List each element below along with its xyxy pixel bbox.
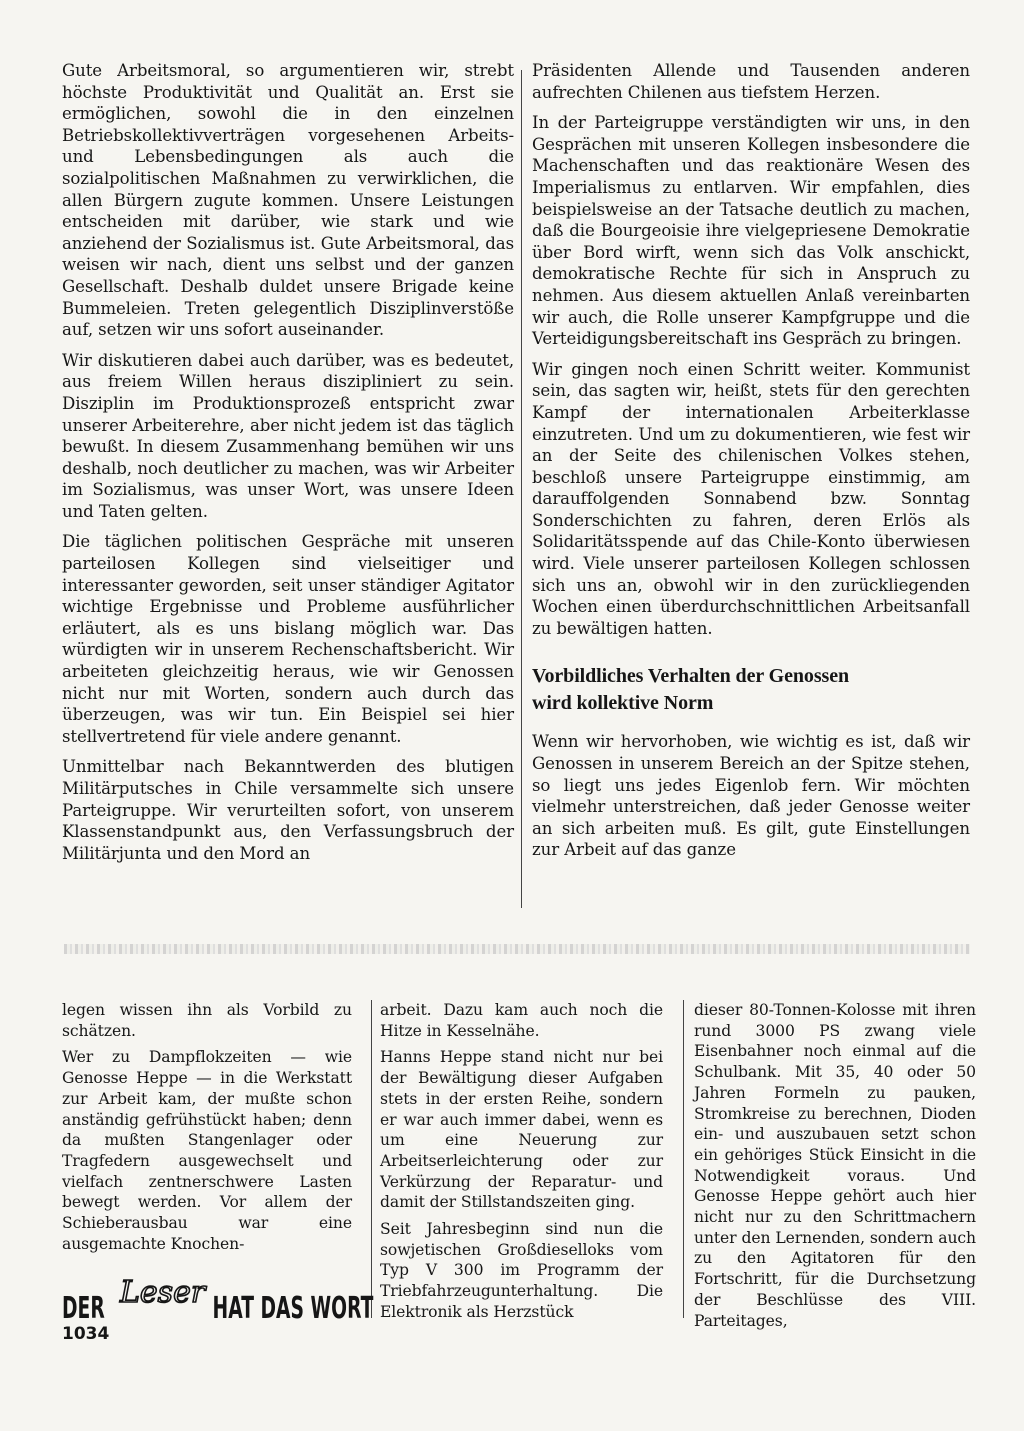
logo-word-der: DER xyxy=(62,1290,105,1326)
column-bottom-2 xyxy=(380,1000,663,1329)
paragraph: Gute Arbeitsmoral, so argumentieren wir, strebt höchste Produktivität und Qualität an. Erst sie ermöglichen, sowohl die in den einzelnen Betriebskollektivverträgen vorgesehenen Arbeits- und Lebensbedingungen als auch die sozialpolitischen Maßnahmen zu verwirklichen, die allen Bürgern zugute kommen. Unsere Leistungen entscheiden mit darüber, wie stark und wie anziehend der Sozialismus ist. Gute Arbeitsmoral, das weisen wir nach, dient uns selbst und der ganzen Gesellschaft. Deshalb duldet unsere Brigade keine Bummeleien. Treten gelegentlich Disziplinverstöße auf, setzen wir uns sofort auseinander. xyxy=(62,61,514,340)
paragraph: Wenn wir hervorhoben, wie wichtig es ist, daß wir Genossen in unserem Bereich an der Spitze stehen, so liegt uns jedes Eigenlob fern. Wir möchten vielmehr unterstreichen, daß jeder Genosse weiter an sich arbeiten muß. Es gilt, gute Einstellungen zur Arbeit auf das ganze xyxy=(532,732,970,860)
section-heading-line: wird kollektive Norm xyxy=(532,692,714,715)
paragraph: Wer zu Dampflokzeiten — wie Genosse Heppe — in die Werkstatt zur Arbeit kam, der mußte schon anständig gefrühstückt haben; denn da mußten Stangenlager oder Tragfedern ausgewechselt und vielfach zentnerschwere Lasten bewegt werden. Vor allem der Schieberausbau war eine ausgemachte Knochen- xyxy=(62,1048,352,1253)
paragraph: Unmittelbar nach Bekanntwerden des blutigen Militärputsches in Chile versammelte sich unsere Parteigruppe. Wir verurteilten sofort, von unserem Klassenstandpunkt aus, den Verfassungsbruch der Militärjunta und den Mord an xyxy=(62,757,514,863)
paragraph: Wir diskutieren dabei auch darüber, was es bedeutet, aus freiem Willen heraus diszipliniert zu sein. Disziplin im Produktionsprozeß entspricht zwar unserer Arbeiterehre, aber nicht jedem ist das täglich bewußt. In diesem Zusammenhang bemühen wir uns deshalb, noch deutlicher zu machen, was wir Arbeiter im Sozialismus, was unser Wort, was unsere Ideen und Taten gelten. xyxy=(62,350,514,521)
column-divider xyxy=(683,1000,684,1318)
paragraph: Wir gingen noch einen Schritt weiter. Kommunist sein, das sagten wir, heißt, stets für den gerechten Kampf der internationalen Arbeiterklasse einzutreten. Und um zu dokumentieren, wie fest wir an der Seite des chilenischen Volkes stehen, beschloß unsere Parteigruppe einstimmig, am darauffolgenden Sonnabend bzw. Sonntag Sonderschichten zu fahren, deren Erlös als Solidaritätsspende auf das Chile-Konto überwiesen wird. Viele unserer parteilosen Kollegen schlossen sich uns an, obwohl wir in den zurückliegenden Wochen einen überdurchschnittlichen Arbeitsanfall zu bewältigen hatten. xyxy=(532,359,970,638)
column-divider xyxy=(371,1000,372,1318)
column-bottom-1 xyxy=(62,1000,352,1260)
paragraph: dieser 80-Tonnen-Kolosse mit ihren rund 3000 PS zwang viele Eisenbahner noch einmal auf die Schulbank. Mit 35, 40 oder 50 Jahren Formeln zu pauken, Stromkreise zu berechnen, Dioden ein- und auszubauen setzt schon ein gehöriges Stück Einsicht in die Notwendigkeit voraus. Und Genosse Heppe gehört auch hier nicht nur zu den Schrittmachern unter den Lernenden, sondern auch zu den Agitatoren für den Fortschritt, für die Durchsetzung der Beschlüsse des VIII. Parteitages, xyxy=(694,1001,976,1330)
section-heading-line: Vorbildliches Verhalten der Genossen xyxy=(532,665,849,688)
paragraph: Die täglichen politischen Gespräche mit unseren parteilosen Kollegen sind vielseitiger und interessanter geworden, seit unser ständiger Agitator wichtige Ergebnisse und Probleme ausführlicher erläutert, als es uns bislang möglich war. Das würdigten wir in unserem Rechenschaftsbericht. Wir arbeiteten gleichzeitig heraus, wie wir Genossen nicht nur mit Worten, sondern auch durch das überzeugen, was wir tun. Ein Beispiel sei hier stellvertretend für viele andere genannt. xyxy=(62,532,514,746)
logo-word-leser: Leser xyxy=(120,1275,206,1310)
paragraph: In der Parteigruppe verständigten wir uns, in den Gesprächen mit unseren Kollegen insbesondere die Machenschaften und das reaktionäre Wesen des Imperialismus zu entlarven. Wir empfahlen, dies beispielsweise an der Tatsache deutlich zu machen, daß die Bourgeoisie ihre vielgepriesene Demokratie über Bord wirft, wenn sich das Volk anschickt, demokratische Rechte für sich in Anspruch zu nehmen. Aus diesem aktuellen Anlaß vereinbarten wir auch, die Rolle unserer Kampfgruppe und die Verteidigungsbereitschaft ins Gespräch zu bringen. xyxy=(532,113,970,349)
column-top-right xyxy=(532,60,970,870)
column-bottom-3 xyxy=(694,1000,976,1337)
paragraph: Seit Jahresbeginn sind nun die sowjetischen Großdieselloks vom Typ V 300 im Programm der Triebfahrzeugunterhaltung. Die Elektronik als Herzstück xyxy=(380,1220,663,1321)
logo-word-hat-das-wort: HAT DAS WORT xyxy=(212,1290,374,1326)
column-top-left xyxy=(62,60,514,873)
paragraph: legen wissen ihn als Vorbild zu schätzen. xyxy=(62,1001,352,1040)
logo-graphic xyxy=(62,1268,374,1326)
column-divider xyxy=(521,70,522,908)
section-heading xyxy=(532,663,970,717)
paragraph: Präsidenten Allende und Tausenden anderen aufrechten Chilenen aus tiefstem Herzen. xyxy=(532,61,970,102)
page-number: 1034 xyxy=(62,1324,110,1344)
paragraph: Hanns Heppe stand nicht nur bei der Bewältigung dieser Aufgaben stets in der ersten Reihe, sondern er war auch immer dabei, wenn es um eine Neuerung zur Arbeitserleichterung oder zur Verkürzung der Reparatur- und damit der Stillstandszeiten ging. xyxy=(380,1048,663,1212)
separator-band xyxy=(64,944,970,954)
paragraph: arbeit. Dazu kam auch noch die Hitze in Kesselnähe. xyxy=(380,1001,663,1040)
der-leser-hat-das-wort-logo xyxy=(62,1268,374,1326)
